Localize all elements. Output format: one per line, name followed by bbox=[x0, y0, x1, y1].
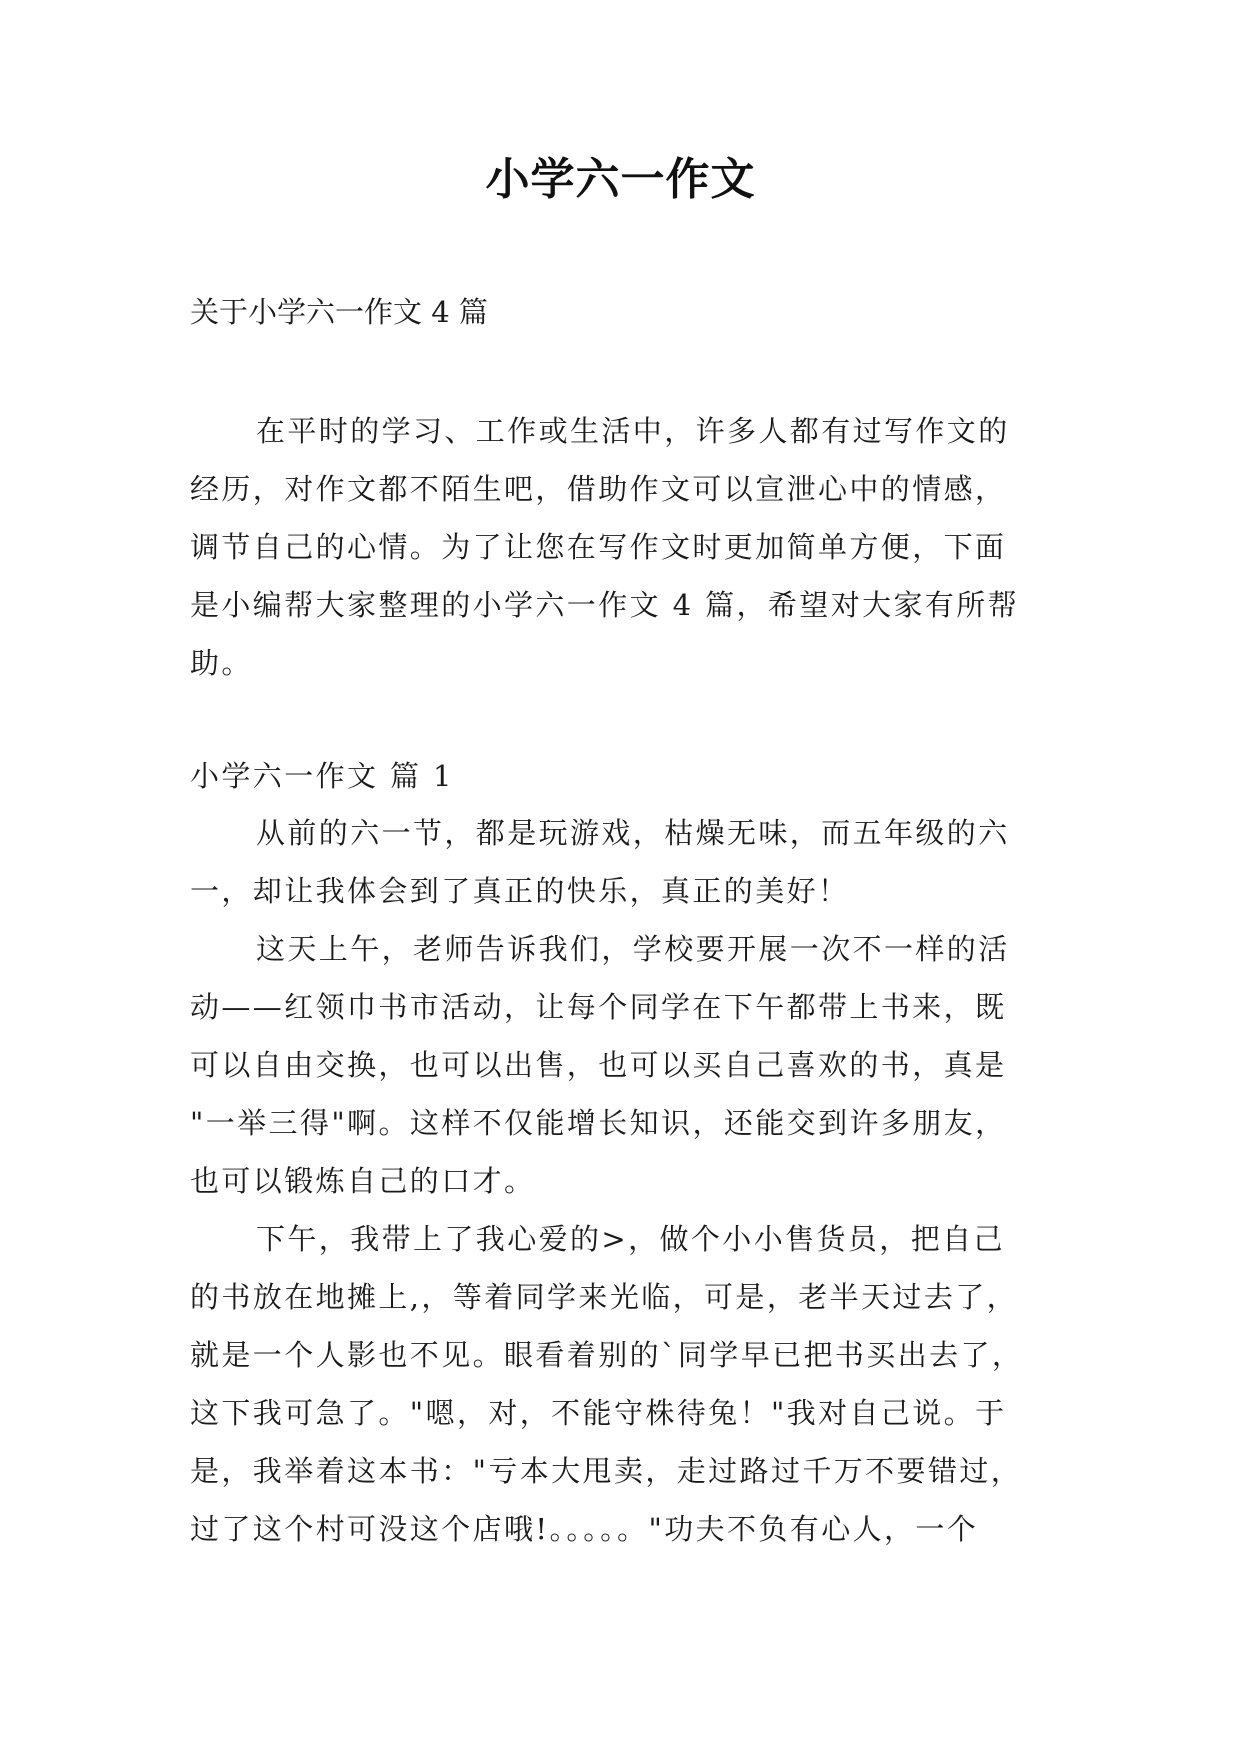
essay-line: 过了这个村可没这个店哦!。。。。。"功夫不负有心人，一个 bbox=[190, 1512, 979, 1546]
essay-line: 动——红领巾书市活动，让每个同学在下午都带上书来，既 bbox=[190, 990, 1007, 1024]
essay-line: 从前的六一节，都是玩游戏，枯燥无味，而五年级的六 bbox=[256, 816, 1010, 850]
essay-line: 可以自由交换，也可以出售，也可以买自己喜欢的书，真是 bbox=[190, 1048, 1007, 1082]
document-title: 小学六一作文 bbox=[485, 154, 756, 205]
intro-line: 助。 bbox=[190, 646, 253, 680]
intro-line: 调节自己的心情。为了让您在写作文时更加简单方便，下面 bbox=[190, 530, 1007, 564]
essay-line: 的书放在地摊上,，等着同学来光临，可是，老半天过去了， bbox=[190, 1280, 1019, 1314]
document-subtitle: 关于小学六一作文 4 篇 bbox=[190, 295, 488, 329]
essay-line: 也可以锻炼自己的口才。 bbox=[190, 1164, 536, 1198]
intro-line: 经历，对作文都不陌生吧，借助作文可以宣泄心中的情感， bbox=[190, 472, 1007, 506]
essay-line: 一，却让我体会到了真正的快乐，真正的美好！ bbox=[190, 874, 850, 908]
essay-text bbox=[190, 804, 1070, 1558]
essay-line: 就是一个人影也不见。眼看着别的`同学早已把书买出去了， bbox=[190, 1338, 1024, 1372]
intro-line: 在平时的学习、工作或生活中，许多人都有过写作文的 bbox=[256, 414, 1010, 448]
intro-line: 是小编帮大家整理的小学六一作文 4 篇，希望对大家有所帮 bbox=[190, 588, 1020, 622]
section-heading: 小学六一作文 篇 1 bbox=[190, 759, 454, 793]
essay-line: 这天上午，老师告诉我们，学校要开展一次不一样的活 bbox=[256, 932, 1010, 966]
essay-line: 这下我可急了。"嗯，对，不能守株待兔！"我对自己说。于 bbox=[190, 1396, 1007, 1430]
essay-line: 下午，我带上了我心爱的>，做个小小售货员，把自己 bbox=[256, 1222, 1005, 1256]
intro-paragraph bbox=[190, 402, 1070, 692]
essay-line: 是，我举着这本书："亏本大甩卖，走过路过千万不要错过， bbox=[190, 1454, 1023, 1488]
essay-line: "一举三得"啊。这样不仅能增长知识，还能交到许多朋友， bbox=[190, 1106, 1007, 1140]
